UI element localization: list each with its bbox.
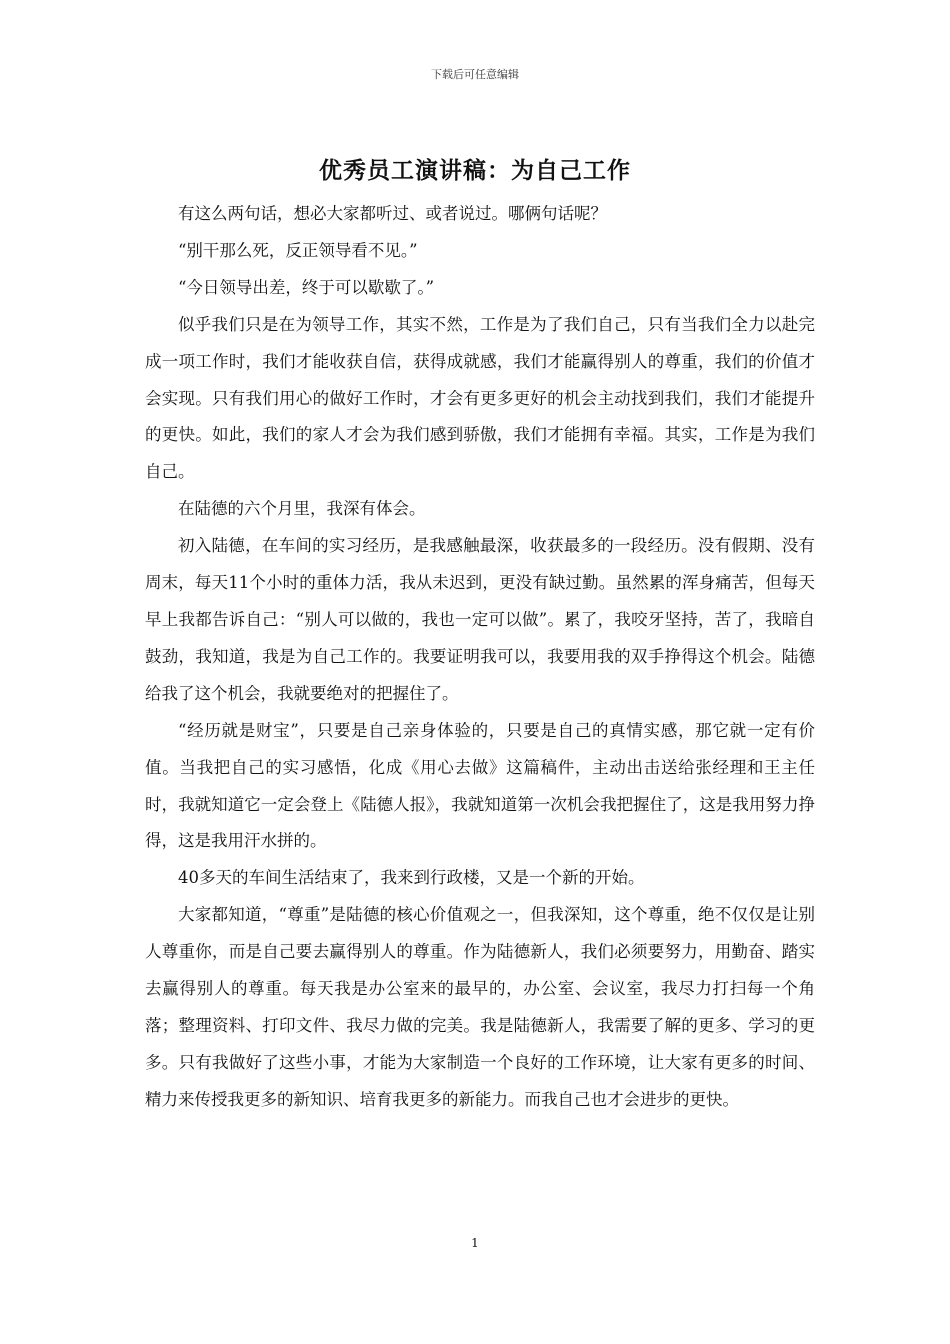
paragraph: 大家都知道，“尊重”是陆德的核心价值观之一，但我深知，这个尊重，绝不仅仅是让别人尊重你，而是自己要去赢得别人的尊重。作为陆德新人，我们必须要努力，用勤奋、踏实去赢得别人的尊重。每天我是办公室来的最早的，办公室、会议室，我尽力打扫每一个角落；整理资料、打印文件、我尽力做的完美。我是陆德新人，我需要了解的更多、学习的更多。只有我做好了这些小事，才能为大家制造一个良好的工作环境，让大家有更多的时间、精力来传授我更多的新知识、培育我更多的新能力。而我自己也才会进步的更快。 [145, 905, 815, 1109]
paragraph: 似乎我们只是在为领导工作，其实不然，工作是为了我们自己，只有当我们全力以赴完成一项工作时，我们才能收获自信，获得成就感，我们才能赢得别人的尊重，我们的价值才会实现。只有我们用心的做好工作时，才会有更多更好的机会主动找到我们，我们才能提升的更快。如此，我们的家人才会为我们感到骄傲，我们才能拥有幸福。其实，工作是为我们自己。 [145, 314, 815, 482]
page-number: 1 [471, 1236, 479, 1250]
download-note: 下载后可任意编辑 [431, 68, 519, 81]
paragraph: 有这么两句话，想必大家都听过、或者说过。哪俩句话呢？ [178, 204, 607, 223]
paragraph: 在陆德的六个月里，我深有体会。 [178, 499, 426, 519]
paragraph: “经历就是财宝”，只要是自己亲身体验的，只要是自己的真情实感，那它就一定有价值。当我把自己的实习感悟，化成《用心去做》这篇稿件，主动出击送给张经理和王主任时，我就知道它一定会登上《陆德人报》，我就知道第一次机会我把握住了，这是我用努力挣得，这是我用汗水拼的。 [145, 720, 815, 851]
paragraph: “别干那么死，反正领导看不见。” [178, 240, 418, 260]
document-body [145, 196, 815, 1119]
paragraph: “今日领导出差，终于可以歇歇了。” [178, 277, 435, 297]
page-title: 优秀员工演讲稿：为自己工作 [319, 157, 631, 184]
paragraph: 40多天的车间生活结束了，我来到行政楼，又是一个新的开始。 [178, 868, 645, 888]
paragraph: 初入陆德，在车间的实习经历，是我感触最深，收获最多的一段经历。没有假期、没有周末，每天11个小时的重体力活，我从未迟到，更没有缺过勤。虽然累的浑身痛苦，但每天早上我都告诉自己：“别人可以做的，我也一定可以做”。累了，我咬牙坚持，苦了，我暗自鼓劲，我知道，我是为自己工作的。我要证明我可以，我要用我的双手挣得这个机会。陆德给我了这个机会，我就要绝对的把握住了。 [145, 536, 815, 703]
